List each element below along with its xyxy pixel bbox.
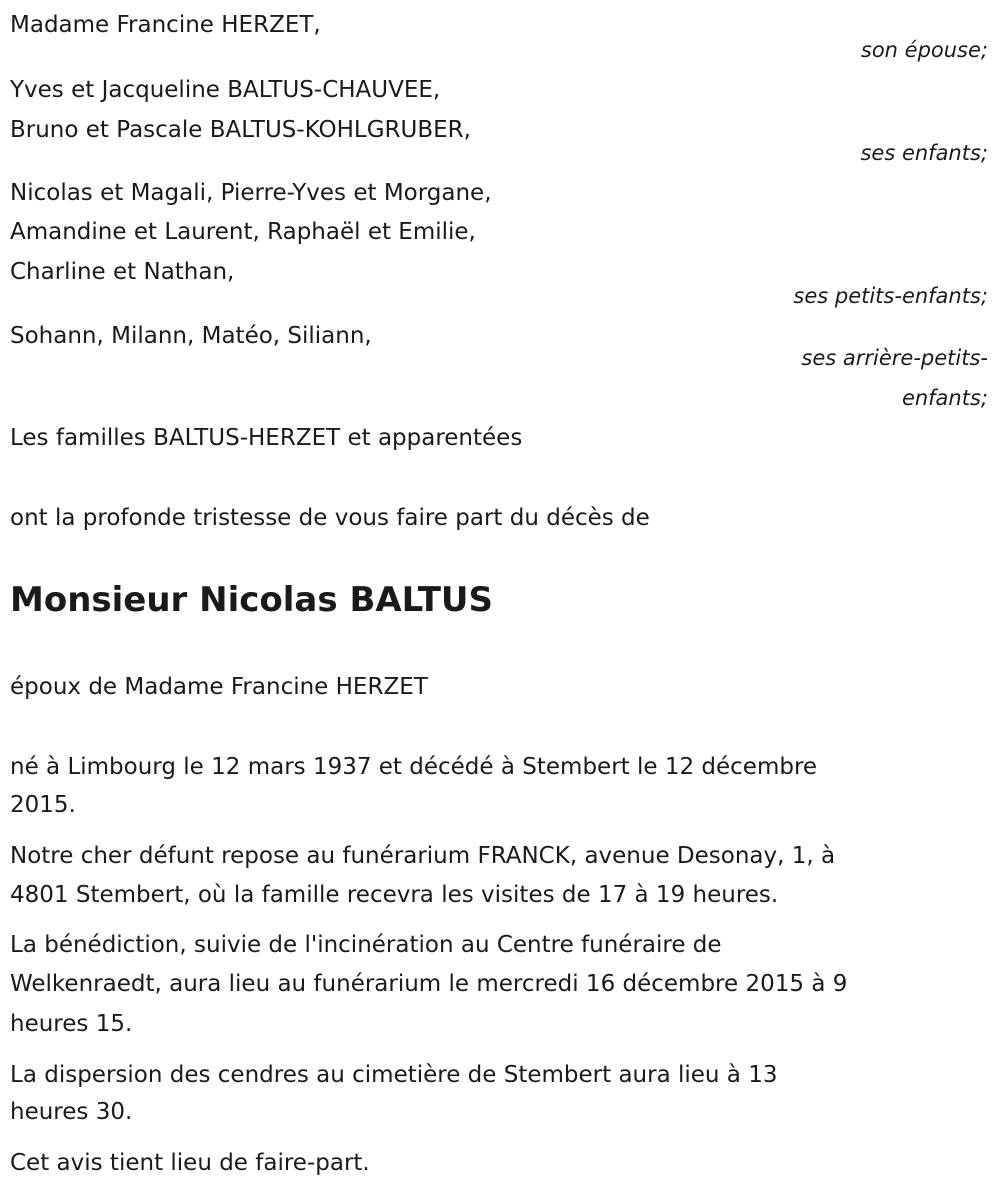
family-role: enfants; xyxy=(901,386,988,410)
family-role: ses arrière-petits- xyxy=(801,346,988,370)
family-role: son épouse; xyxy=(860,38,988,62)
family-role: ses enfants; xyxy=(860,141,988,165)
paragraph-line: Welkenraedt, aura lieu au funérarium le mercredi 16 décembre 2015 à 9 xyxy=(10,971,848,997)
paragraph-line: Notre cher défunt repose au funérarium FRANCK, avenue Desonay, 1, à xyxy=(10,843,836,869)
paragraph-line: 4801 Stembert, où la famille recevra les visites de 17 à 19 heures. xyxy=(10,882,779,908)
families-line: Les familles BALTUS-HERZET et apparentées xyxy=(10,425,523,451)
family-line: Nicolas et Magali, Pierre-Yves et Morgane, xyxy=(10,180,492,206)
family-line: Yves et Jacqueline BALTUS-CHAUVEE, xyxy=(10,77,441,103)
family-line: Amandine et Laurent, Raphaël et Emilie, xyxy=(10,219,476,245)
family-role: ses petits-enfants; xyxy=(793,284,988,308)
family-line: Bruno et Pascale BALTUS-KOHLGRUBER, xyxy=(10,117,471,143)
spouse-line: époux de Madame Francine HERZET xyxy=(10,674,428,700)
paragraph-line: heures 30. xyxy=(10,1099,133,1125)
family-line: Madame Francine HERZET, xyxy=(10,12,321,38)
paragraph-line: La bénédiction, suivie de l'incinération au Centre funéraire de xyxy=(10,932,722,958)
paragraph-line: La dispersion des cendres au cimetière de Stembert aura lieu à 13 xyxy=(10,1062,778,1088)
paragraph-line: né à Limbourg le 12 mars 1937 et décédé à Stembert le 12 décembre xyxy=(10,754,818,780)
family-line: Sohann, Milann, Matéo, Siliann, xyxy=(10,323,372,349)
announcement: ont la profonde tristesse de vous faire part du décès de xyxy=(10,505,650,531)
family-line: Charline et Nathan, xyxy=(10,259,235,285)
paragraph-line: 2015. xyxy=(10,792,76,818)
deceased-name: Monsieur Nicolas BALTUS xyxy=(10,580,494,620)
paragraph-line: heures 15. xyxy=(10,1011,133,1037)
paragraph-line: Cet avis tient lieu de faire-part. xyxy=(10,1150,370,1176)
